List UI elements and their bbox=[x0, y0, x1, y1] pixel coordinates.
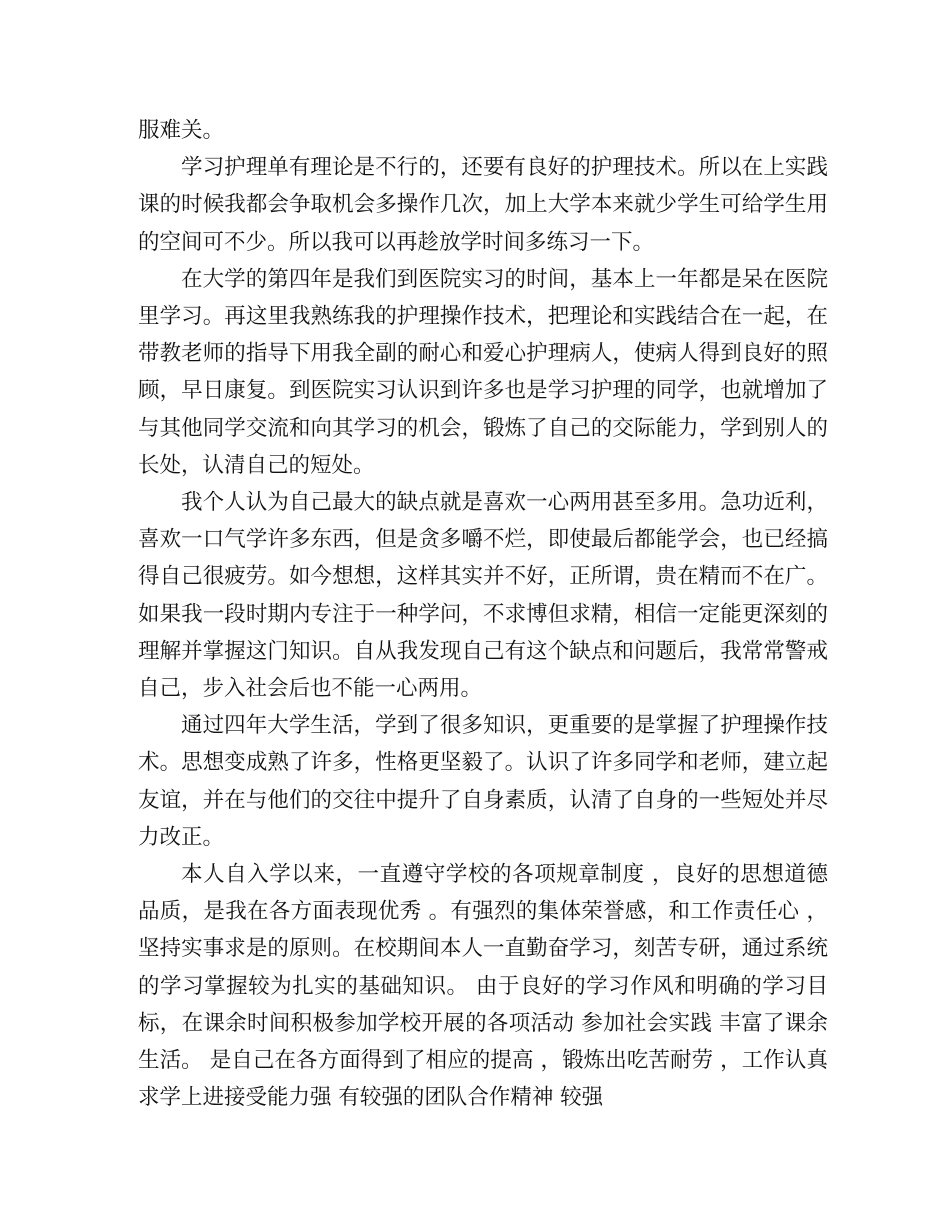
paragraph: 本人自入学以来，一直遵守学校的各项规章制度 ，良好的思想道德品质，是我在各方面表现优秀 。有强烈的集体荣誉感，和工作责任心 ，坚持实事求是的原则。在校期间本人一直勤奋学习，刻苦专研，通过系统的学习掌握较为扎实的基础知识。 由于良好的学习作风和明确的学习目标，在课余时间积极参加学校开展的各项活动 参加社会实践 丰富了课余生活。 是自己在各方面得到了相应的提高 ，锻炼出吃苦耐劳 ，工作认真 求学上进接受能力强 有较强的团队合作精神 较强 bbox=[138, 862, 828, 1111]
paragraph: 我个人认为自己最大的缺点就是喜欢一心两用甚至多用。急功近利，喜欢一口气学许多东西，但是贪多嚼不烂，即使最后都能学会，也已经搞得自己很疲劳。如今想想，这样其实并不好，正所谓，贵在精而不在广。如果我一段时期内专注于一种学问，不求博但求精，相信一定能更深刻的理解并掌握这门知识。自从我发现自己有这个缺点和问题后，我常常警戒自己，步入社会后也不能一心两用。 bbox=[138, 490, 828, 702]
paragraph: 服难关。 bbox=[138, 118, 225, 143]
paragraph: 通过四年大学生活，学到了很多知识，更重要的是掌握了护理操作技术。思想变成熟了许多，性格更坚毅了。认识了许多同学和老师，建立起友谊，并在与他们的交往中提升了自身素质，认清了自身的一些短处并尽力改正。 bbox=[138, 713, 828, 850]
paragraph: 学习护理单有理论是不行的，还要有良好的护理技术。所以在上实践课的时候我都会争取机会多操作几次，加上大学本来就少学生可给学生用的空间可不少。所以我可以再趁放学时间多练习一下。 bbox=[138, 155, 828, 255]
paragraph: 在大学的第四年是我们到医院实习的时间，基本上一年都是呆在医院里学习。再这里我熟练我的护理操作技术，把理论和实践结合在一起，在带教老师的指导下用我全副的耐心和爱心护理病人，使病人得到良好的照顾，早日康复。到医院实习认识到许多也是学习护理的同学，也就增加了与其他同学交流和向其学习的机会，锻炼了自己的交际能力，学到别人的长处，认清自己的短处。 bbox=[138, 266, 828, 478]
document-body bbox=[138, 112, 828, 1116]
